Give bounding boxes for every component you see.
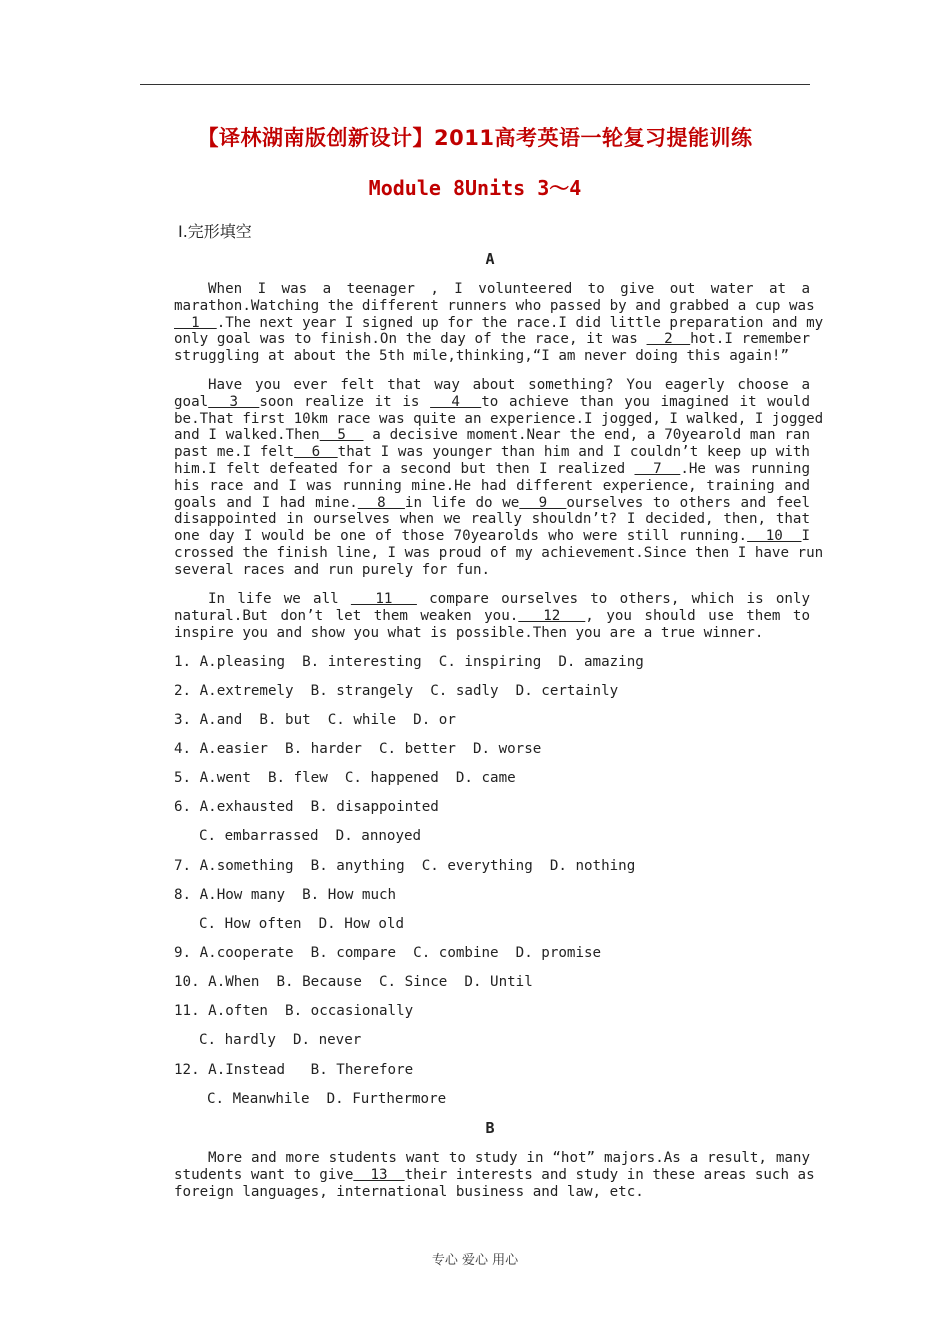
passage-text: students want to give (174, 1166, 354, 1183)
passage-text: one day I would be one of those 70yearolds who were still running. (174, 528, 748, 545)
option-line: 3. A.and B. but C. while D. or (174, 712, 456, 728)
passage-text: their interests and study in these areas such as (404, 1166, 815, 1183)
passage-line (174, 348, 810, 365)
passage-text: goal (174, 393, 209, 410)
section-heading: Ⅰ.完形填空 (178, 222, 252, 241)
passage-text: soon realize it is (259, 393, 431, 410)
blank-number: 4 (430, 393, 482, 410)
part-a-label: A (485, 250, 495, 268)
passage-text: goals and I had mine. (174, 494, 358, 511)
blank-number: 12 (518, 607, 586, 624)
header-rule (140, 84, 810, 85)
option-line: C. How often D. How old (199, 916, 404, 932)
option-line: C. embarrassed D. annoyed (199, 828, 422, 844)
passage-text: struggling at about the 5th mile,thinking,“I am never doing this again!” (174, 348, 789, 365)
passage-text: More and more students want to study in “hot” majors.As a result, many (208, 1150, 810, 1166)
passage-b-paragraph-1 (174, 1150, 815, 1200)
option-line: 7. A.something B. anything C. everything D. nothing (174, 858, 636, 874)
blank-number: 5 (319, 427, 364, 444)
blank-number: 6 (294, 444, 338, 461)
passage-text: disappointed in ourselves when we really shouldn’t? I decided, then, that (174, 511, 810, 528)
passage-line (174, 297, 815, 315)
document-title: 【译林湖南版创新设计】2011高考英语一轮复习提能训练 (197, 126, 753, 150)
passage-line (174, 562, 810, 579)
blank-number: 9 (519, 494, 567, 511)
passage-text: that I was younger than him and I couldn’t keep up with (337, 444, 810, 461)
page-footer: 专心 爱心 用心 (431, 1253, 519, 1268)
passage-line (174, 394, 810, 411)
passage-a-paragraph-1 (174, 281, 824, 365)
option-line: C. Meanwhile D. Furthermore (207, 1091, 447, 1107)
passage-a-paragraph-3 (174, 591, 810, 641)
blank-number: 1 (174, 314, 217, 331)
passage-text: .He was running (680, 460, 810, 477)
option-line: 4. A.easier B. harder C. better D. worse (174, 741, 542, 757)
option-line: 6. A.exhausted B. disappointed (174, 799, 439, 815)
passage-line (174, 591, 810, 608)
passage-text: , you should use them to (585, 607, 810, 624)
passage-line (174, 1166, 815, 1184)
passage-text: marathon.Watching the different runners who passed by and grabbed a cup was (174, 297, 815, 314)
option-line: 12. A.Instead B. Therefore (174, 1062, 414, 1078)
passage-text: him.I felt defeated for a second but then I realized (174, 460, 635, 477)
passage-text: compare ourselves to others, which is only (416, 591, 811, 607)
passage-line (174, 625, 810, 642)
part-b-label: B (485, 1119, 495, 1137)
option-line: C. hardly D. never (199, 1032, 362, 1048)
passage-text: foreign languages, international business and law, etc. (174, 1183, 644, 1200)
passage-text: several races and run purely for fun. (174, 561, 491, 578)
passage-text: Have you ever felt that way about something? You eagerly choose a (208, 377, 810, 393)
passage-a-paragraph-2 (174, 377, 824, 579)
blank-number: 2 (646, 331, 691, 348)
passage-line (174, 461, 810, 478)
option-line: 5. A.went B. flew C. happened D. came (174, 770, 516, 786)
option-line: 11. A.often B. occasionally (174, 1003, 414, 1019)
passage-line (174, 1184, 810, 1201)
passage-text: .The next year I signed up for the race.I did little preparation and my (216, 314, 824, 331)
passage-text: his race and I was running mine.He had different experience, training and (174, 477, 810, 494)
passage-text: I (801, 528, 811, 545)
passage-line (174, 410, 824, 428)
passage-line (174, 1150, 810, 1167)
option-line: 10. A.When B. Because C. Since D. Until (174, 974, 533, 990)
passage-line (174, 495, 810, 512)
passage-line (174, 511, 810, 528)
passage-line (174, 377, 810, 394)
passage-text: ourselves to others and feel (566, 494, 810, 511)
option-line: 8. A.How many B. How much (174, 887, 397, 903)
passage-line (174, 427, 810, 444)
option-line: 1. A.pleasing B. interesting C. inspiring D. amazing (174, 654, 644, 670)
passage-text: In life we all (208, 591, 351, 607)
passage-text: a decisive moment.Near the end, a 70yearold man ran (363, 427, 810, 444)
passage-line (174, 444, 810, 461)
passage-line (174, 281, 810, 298)
passage-text: in life do we (404, 494, 520, 511)
blank-number: 3 (208, 393, 260, 410)
passage-text: inspire you and show you what is possible.Then you are a true winner. (174, 624, 764, 641)
option-line: 9. A.cooperate B. compare C. combine D. promise (174, 945, 602, 961)
blank-number: 10 (747, 528, 802, 545)
passage-line (174, 608, 810, 625)
blank-number: 13 (353, 1166, 405, 1183)
passage-text: When I was a teenager , I volunteered to give out water at a (208, 281, 810, 297)
passage-line (174, 528, 810, 545)
option-line: 2. A.extremely B. strangely C. sadly D. certainly (174, 683, 619, 699)
passage-text: only goal was to finish.On the day of the race, it was (174, 331, 647, 348)
document-subtitle: Module 8Units 3～4 (368, 176, 582, 200)
passage-text: natural.But don’t let them weaken you. (174, 607, 519, 624)
passage-line (174, 331, 810, 348)
blank-number: 11 (350, 591, 417, 607)
blank-number: 8 (357, 494, 405, 511)
passage-line (174, 478, 810, 495)
passage-line (174, 314, 824, 332)
passage-line (174, 544, 824, 562)
passage-text: crossed the finish line, I was proud of my achievement.Since then I have run (174, 544, 824, 561)
passage-text: to achieve than you imagined it would (481, 393, 810, 410)
passage-text: hot.I remember (690, 331, 810, 348)
passage-text: past me.I felt (174, 444, 295, 461)
passage-text: and I walked.Then (174, 427, 320, 444)
passage-text: be.That first 10km race was quite an experience.I jogged, I walked, I jogged (174, 410, 824, 427)
blank-number: 7 (634, 460, 681, 477)
